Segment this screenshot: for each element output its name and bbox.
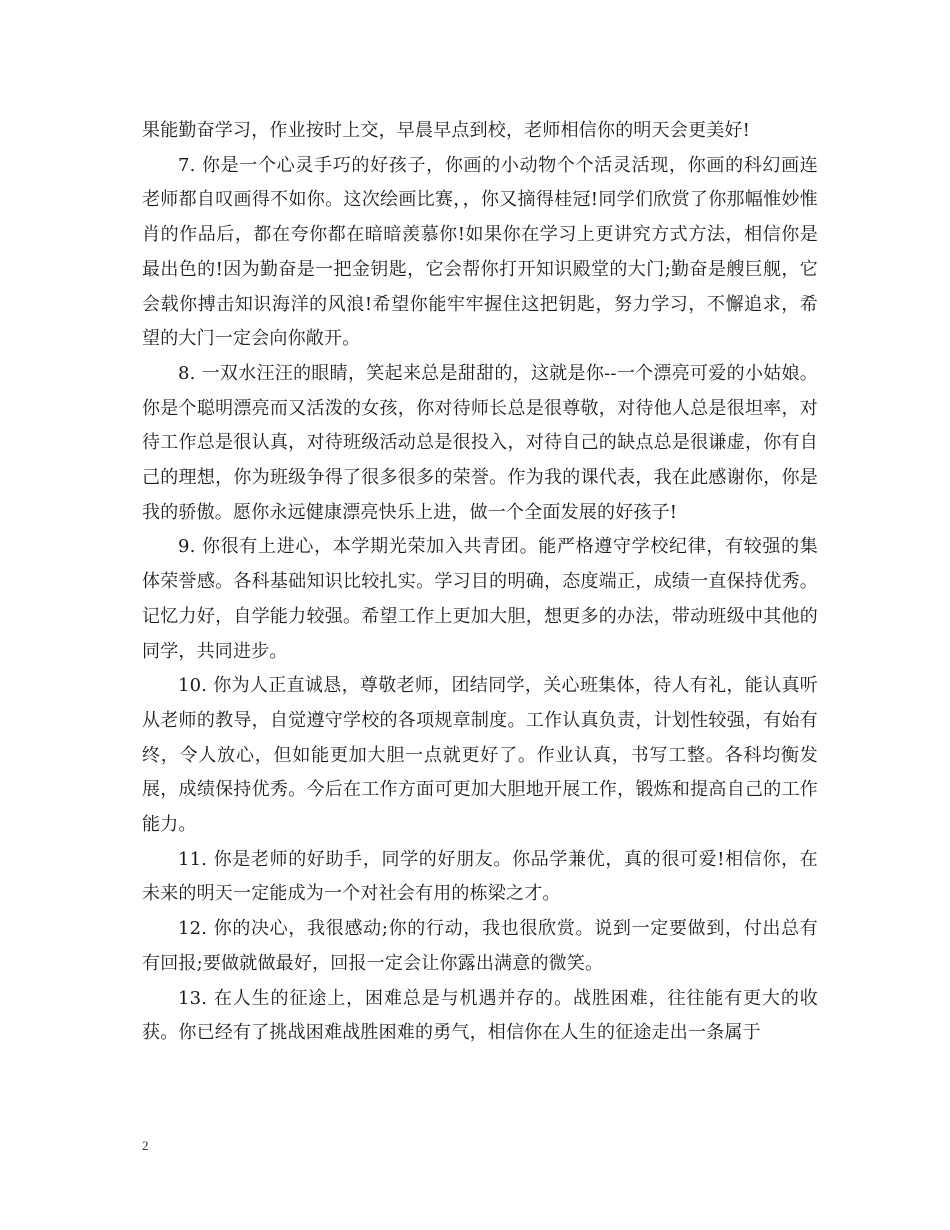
document-body <box>142 114 818 1051</box>
paragraph-item-8: 8. 一双水汪汪的眼睛，笑起来总是甜甜的，这就是你--一个漂亮可爱的小姑娘。你是个聪明漂亮而又活泼的女孩，你对待师长总是很尊敬，对待他人总是很坦率，对待工作总是很认真，对待班级活动总是很投入，对待自己的缺点总是很谦虚，你有自己的理想，你为班级争得了很多很多的荣誉。作为我的课代表，我在此感谢你，你是我的骄傲。愿你永远健康漂亮快乐上进，做一个全面发展的好孩子! <box>142 362 818 523</box>
paragraph-item-13: 13. 在人生的征途上，困难总是与机遇并存的。战胜困难，往往能有更大的收获。你已经有了挑战困难战胜困难的勇气，相信你在人生的征途走出一条属于 <box>142 987 818 1044</box>
paragraph-item-7: 7. 你是一个心灵手巧的好孩子，你画的小动物个个活灵活现，你画的科幻画连老师都自叹画得不如你。这次绘画比赛，，你又摘得桂冠!同学们欣赏了你那幅惟妙惟肖的作品后，都在夸你都在暗暗羡慕你!如果你在学习上更讲究方式方法，相信你是最出色的!因为勤奋是一把金钥匙，它会帮你打开知识殿堂的大门;勤奋是艘巨舰，它会载你搏击知识海洋的风浪!希望你能牢牢握住这把钥匙，努力学习，不懈追求，希望的大门一定会向你敞开。 <box>142 154 818 350</box>
paragraph-item-9: 9. 你很有上进心，本学期光荣加入共青团。能严格遵守学校纪律，有较强的集体荣誉感。各科基础知识比较扎实。学习目的明确，态度端正，成绩一直保持优秀。记忆力好，自学能力较强。希望工作上更加大胆，想更多的办法，带动班级中其他的同学，共同进步。 <box>142 536 818 662</box>
paragraph-continuation: 果能勤奋学习，作业按时上交，早晨早点到校，老师相信你的明天会更美好! <box>142 120 751 141</box>
paragraph-item-12: 12. 你的决心，我很感动;你的行动，我也很欣赏。说到一定要做到，付出总有有回报;要做就做最好，回报一定会让你露出满意的微笑。 <box>142 918 818 974</box>
page-number: 2 <box>142 1138 149 1153</box>
paragraph-item-10: 10. 你为人正直诚恳，尊敬老师，团结同学，关心班集体，待人有礼，能认真听从老师的教导，自觉遵守学校的各项规章制度。工作认真负责，计划性较强，有始有终，令人放心，但如能更加大胆一点就更好了。作业认真，书写工整。各科均衡发展，成绩保持优秀。今后在工作方面可更加大胆地开展工作，锻炼和提高自己的工作能力。 <box>142 675 818 836</box>
paragraph-item-11: 11. 你是老师的好助手，同学的好朋友。你品学兼优，真的很可爱!相信你，在未来的明天一定能成为一个对社会有用的栋梁之才。 <box>142 848 818 905</box>
